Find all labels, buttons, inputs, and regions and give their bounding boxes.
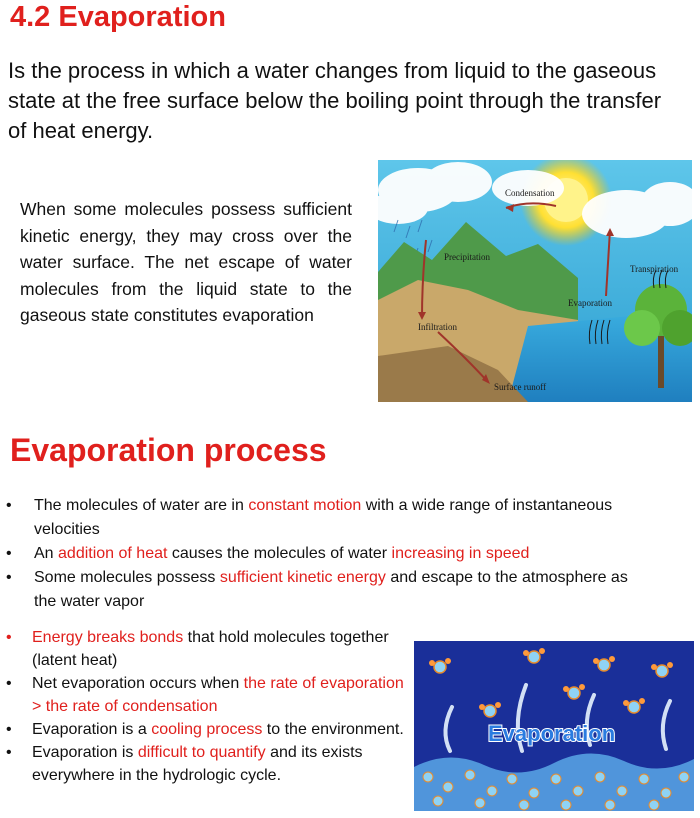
evaporation-image-label: Evaporation <box>488 721 616 746</box>
list-item: • Energy breaks bonds that hold molecules together (latent heat) <box>4 626 404 672</box>
bullet: • <box>6 545 12 562</box>
section-title: 4.2 Evaporation <box>10 1 226 33</box>
transpiration-label: Transpiration <box>630 264 679 274</box>
bullet: • <box>6 569 12 586</box>
infiltration-label: Infiltration <box>418 322 457 332</box>
list-item: • Evaporation is difficult to quantify and its exists everywhere in the hydrologic cycle. <box>4 741 404 787</box>
list-item: • Evaporation is a cooling process to the environment. <box>4 718 404 741</box>
surface-runoff-label: Surface runoff <box>494 382 547 392</box>
definition-text: Is the process in which a water changes from liquid to the gaseous state at the free surface below the boiling point through the transfer of heat energy. <box>8 58 662 143</box>
bullet: • <box>6 744 12 761</box>
bullet: • <box>6 629 12 646</box>
bullet: • <box>6 675 12 692</box>
list-item: • The molecules of water are in constant motion with a wide range of instantaneous velocities <box>4 494 654 542</box>
evaporation-paragraph: When some molecules possess sufficient kinetic energy, they may cross over the water surface. The net escape of water molecules from the liquid state to the gaseous state constitutes evaporation <box>20 199 352 325</box>
water-cycle-diagram <box>378 160 692 402</box>
evaporation-label: Evaporation <box>568 298 612 308</box>
precipitation-label: Precipitation <box>444 252 490 262</box>
evaporation-facts-list <box>4 626 404 787</box>
bullet: • <box>6 721 12 738</box>
evaporation-molecules-image <box>414 641 694 811</box>
process-title: Evaporation process <box>10 432 327 468</box>
list-item: • An addition of heat causes the molecules of water increasing in speed <box>4 542 654 566</box>
list-item: • Net evaporation occurs when the rate of evaporation > the rate of condensation <box>4 672 404 718</box>
list-item: • Some molecules possess sufficient kinetic energy and escape to the atmosphere as the water vapor <box>4 566 654 614</box>
bullet: • <box>6 497 12 514</box>
condensation-label: Condensation <box>505 188 555 198</box>
process-list <box>4 494 654 614</box>
